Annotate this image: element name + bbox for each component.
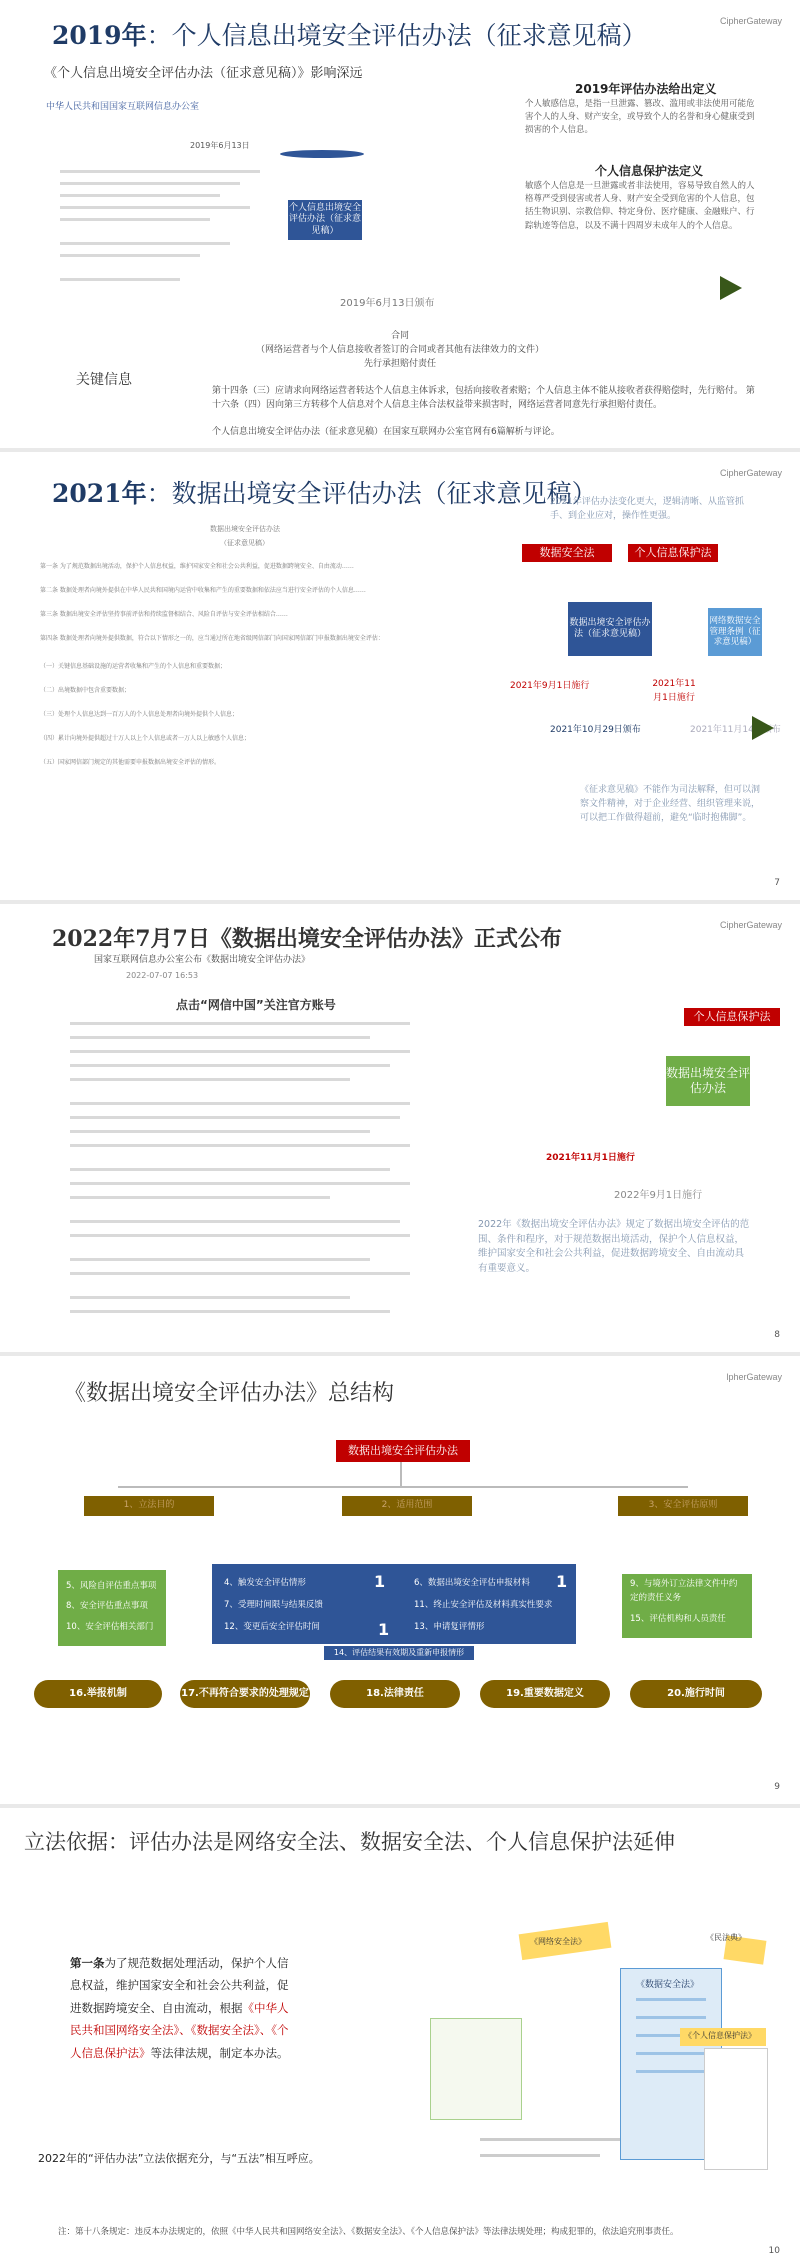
tag-pi-protection-law: 个人信息保护法 [684,1008,780,1026]
subtitle: 《个人信息出境安全评估办法（征求意见稿）》影响深远 [44,66,363,81]
left-item: 8、安全评估重点事项 [66,1601,148,1612]
brand-logo: CipherGateway [719,468,782,478]
page-number: 8 [774,1330,780,1340]
box-assessment-measures: 数据出境安全评估办法 [666,1056,750,1106]
doc-item: （二）出境数据中包含重要数据； [40,687,131,694]
slide-title: 立法依据：评估办法是网络安全法、数据安全法、个人信息保护法延伸 [24,1830,675,1854]
doc-item: 第三条 数据出境安全评估坚持事前评估和持续监督相结合、风险自评估与安全评估相结合…… [40,611,288,618]
law-label: 《数据安全法》 [636,1980,700,1990]
box-draft-2021: 数据出境安全评估办法（征求意见稿） [568,602,652,656]
bottom-text: 个人信息出境安全评估办法（征求意见稿）在国家互联网办公室官网有6篇解析与评论。 [212,427,560,437]
date-pipl: 2021年11月1日施行 [652,679,696,703]
left-group [58,1570,166,1646]
category-scope: 2、适用范围 [342,1496,472,1516]
article-body [70,1018,430,1318]
doc-item: （四）累计向境外提供超过十万人以上个人信息或者一万人以上敏感个人信息； [40,735,251,742]
slide-2021 [0,452,800,900]
next-arrow-icon [720,276,742,300]
book-left [430,2018,522,2120]
brand-logo: CipherGateway [719,920,782,930]
doc-item: 第一条 为了规范数据出境活动，保护个人信息权益，维护国家安全和社会公共利益，促进数据跨境安全、自由流动…… [40,563,354,570]
slide-title [52,16,647,52]
date-draft: 2021年10月29日颁布 [550,725,641,735]
note-top: 2021年评估办法变化更大，逻辑清晰、从监管抓手、到企业应对，操作性更强。 [550,497,744,521]
mid-right-group [404,1564,576,1644]
left-item: 5、风险自评估重点事项 [66,1581,157,1591]
title-text: ：数据出境安全评估办法（征求意见稿） [146,479,597,508]
slide-title: 《数据出境安全评估办法》总结构 [64,1381,395,1406]
badge-number: 1 [556,1572,568,1591]
mid-left-item: 7、受理时间限与结果反馈 [224,1600,323,1611]
date-measures: 2022年9月1日施行 [614,1190,703,1201]
doc-item: 第二条 数据处理者向境外提供在中华人民共和国境内运营中收集和产生的重要数据和依法应当进行安全评估的个人信息…… [40,587,366,594]
clause-text: 第十四条（三）应请求向网络运营者转达个人信息主体诉求，包括向接收者索赔；个人信息主体不能从接收者获得赔偿时，先行赔付。 第十六条（四）因向第三方转移个人信息对个人信息主体合法权益带来损害时，网络运营者同意先行承担赔付责任。 [212,386,755,410]
slide-2019 [0,0,800,448]
left-item: 10、安全评估相关部门 [66,1621,154,1632]
btn-liability[interactable]: 18.法律责任 [330,1680,460,1708]
brand-logo: CipherGateway [719,16,782,26]
follow-prompt[interactable]: 点击“网信中国”关注官方账号 [176,998,336,1012]
badge-number: 1 [378,1620,390,1639]
btn-reporting[interactable]: 16.举报机制 [34,1680,162,1708]
contract-text: 合同 （网络运营者与个人信息接收者签订的合同或者其他有法律效力的文件） 先行承担赔付责任 [255,331,544,369]
tag-pi-protection-law: 个人信息保护法 [628,544,718,562]
next-arrow-icon [752,716,774,740]
brand-logo: lpherGateway [726,1372,782,1382]
def1-title: 2019年评估办法给出定义 [575,82,717,96]
article-text [70,1952,290,2064]
doc-sub: （征求意见稿） [220,539,269,547]
conclusion: 2022年的“评估办法”立法依据充分，与“五法”相互呼应。 [38,2152,320,2165]
def2-text: 敏感个人信息是一旦泄露或者非法使用，容易导致自然人的人格尊严受到侵害或者人身、财产安全受到危害的个人信息，包括生物识别、宗教信仰、特定身份、医疗健康、金融账户、行踪轨迹等信息，以及不满十四周岁未成年人的个人信息。 [525,181,755,231]
note-bottom: 《征求意见稿》不能作为司法解释，但可以洞察文件精神，对于企业经营、组织管理来说，可以把工作做得超前，避免“临时抱佛脚”。 [580,785,761,823]
mid-right-item: 6、数据出境安全评估申报材料 [414,1578,530,1588]
slide-structure [0,1356,800,1804]
doc-item: （五）国家网信部门规定的其他需要申报数据出境安全评估的情形。 [40,759,221,766]
footnote: 注：第十八条规定：违反本办法规定的，依照《中华人民共和国网络安全法》、《数据安全法》、《个人信息保护法》等法律法规处理；构成犯罪的，依法追究刑事责任。 [58,2227,679,2237]
doc-caption: 2019年6月13日颁布 [340,298,435,309]
doc-item: （一）关键信息基础设施的运营者收集和产生的个人信息和重要数据； [40,663,227,670]
doc-date: 2019年6月13日 [190,141,250,150]
page-number: 10 [768,2246,780,2256]
right-item: 15、评估机构和人员责任 [630,1614,726,1625]
btn-important-data[interactable]: 19.重要数据定义 [480,1680,610,1708]
article-laws: 《中华人民共和国网络安全法》、《数据安全法》、《个人信息保护法》 [70,2000,289,2060]
summary-text: 2022年《数据出境安全评估办法》规定了数据出境安全评估的范围、条件和程序，对于规范数据出境活动，保护个人信息权益，维护国家安全和社会公共利益，促进数据跨境安全、自由流动具有重要意义。 [478,1219,750,1275]
slide-title: 2022年7月7日《数据出境安全评估办法》正式公布 [52,926,562,952]
btn-noncompliance[interactable]: 17.不再符合要求的处理规定 [180,1680,310,1708]
title-year: 2021年 [52,479,147,508]
page-number: 7 [774,878,780,888]
doc-item: （三）处理个人信息达到一百万人的个人信息处理者向境外提供个人信息； [40,711,239,718]
doc-item: 第四条 数据处理者向境外提供数据，符合以下情形之一的，应当通过所在地省级网信部门向国家网信部门申报数据出境安全评估： [40,635,384,642]
mid-left-item: 12、变更后安全评估时间 [224,1622,320,1633]
article-end: 等法律法规，制定本办法。 [150,2045,289,2060]
doc-title: 数据出境安全评估办法 [210,525,280,533]
slide-legal-basis [0,1808,800,2264]
document-image [40,522,480,822]
badge-number: 1 [374,1572,386,1591]
right-item: 9、与境外订立法律文件中约定的责任义务 [630,1579,738,1603]
source-line: 国家互联网信息办公室公布《数据出境安全评估办法》 [94,955,311,965]
mid-bottom-item: 14、评估结果有效期及重新申报情形 [324,1646,474,1660]
law-label: 《民法典》 [706,1933,746,1942]
law-diagram [350,1898,768,2198]
slide-title [52,474,597,510]
key-label: 关键信息 [76,372,132,388]
date-dsl: 2021年9月1日施行 [510,681,590,691]
box-network-data-regulation: 网络数据安全管理条例（征求意见稿） [708,608,762,656]
tag-data-security-law: 数据安全法 [522,544,612,562]
def1-text: 个人敏感信息，是指一旦泄露、篡改、滥用或非法使用可能危害个人的人身、财产安全，或导致个人的名誉和身心健康受到损害的个人信息。 [525,99,755,136]
title-year: 2019年 [52,21,147,50]
title-text: ：个人信息出境安全评估办法（征求意见稿） [146,21,647,50]
date-pipl: 2021年11月1日施行 [546,1153,635,1163]
lid-shape [280,150,364,158]
mid-right-item: 13、申请复评情形 [414,1622,485,1633]
root-node: 数据出境安全评估办法 [336,1440,470,1462]
category-principle: 3、安全评估原则 [618,1496,748,1516]
btn-effective-date[interactable]: 20.施行时间 [630,1680,762,1708]
doc-header: 中华人民共和国国家互联网信息办公室 [46,102,200,112]
article-body: 为了规范数据处理活动，保护个人信息权益，维护国家安全和社会公共利益，促进数据跨境安全、自由流动，根据 [70,1956,289,2015]
publish-time: 2022-07-07 16:53 [126,971,199,980]
category-purpose: 1、立法目的 [84,1496,214,1516]
doc-badge: 个人信息出境安全评估办法（征求意见稿） [288,200,362,240]
page-number: 9 [774,1782,780,1792]
article-prefix: 第一条 [70,1956,105,1970]
def2-title: 个人信息保护法定义 [595,164,704,178]
slide-2022 [0,904,800,1352]
book-pipl [704,2048,768,2170]
document-image [40,90,370,305]
mid-right-item: 11、终止安全评估及材料真实性要求 [414,1600,553,1611]
date-regulation: 2021年11月14日颁布 [690,725,781,735]
law-label: 《个人信息保护法》 [684,2031,756,2040]
law-label: 《网络安全法》 [530,1937,586,1946]
right-group [622,1574,752,1638]
mid-left-item: 4、触发安全评估情形 [224,1578,306,1588]
